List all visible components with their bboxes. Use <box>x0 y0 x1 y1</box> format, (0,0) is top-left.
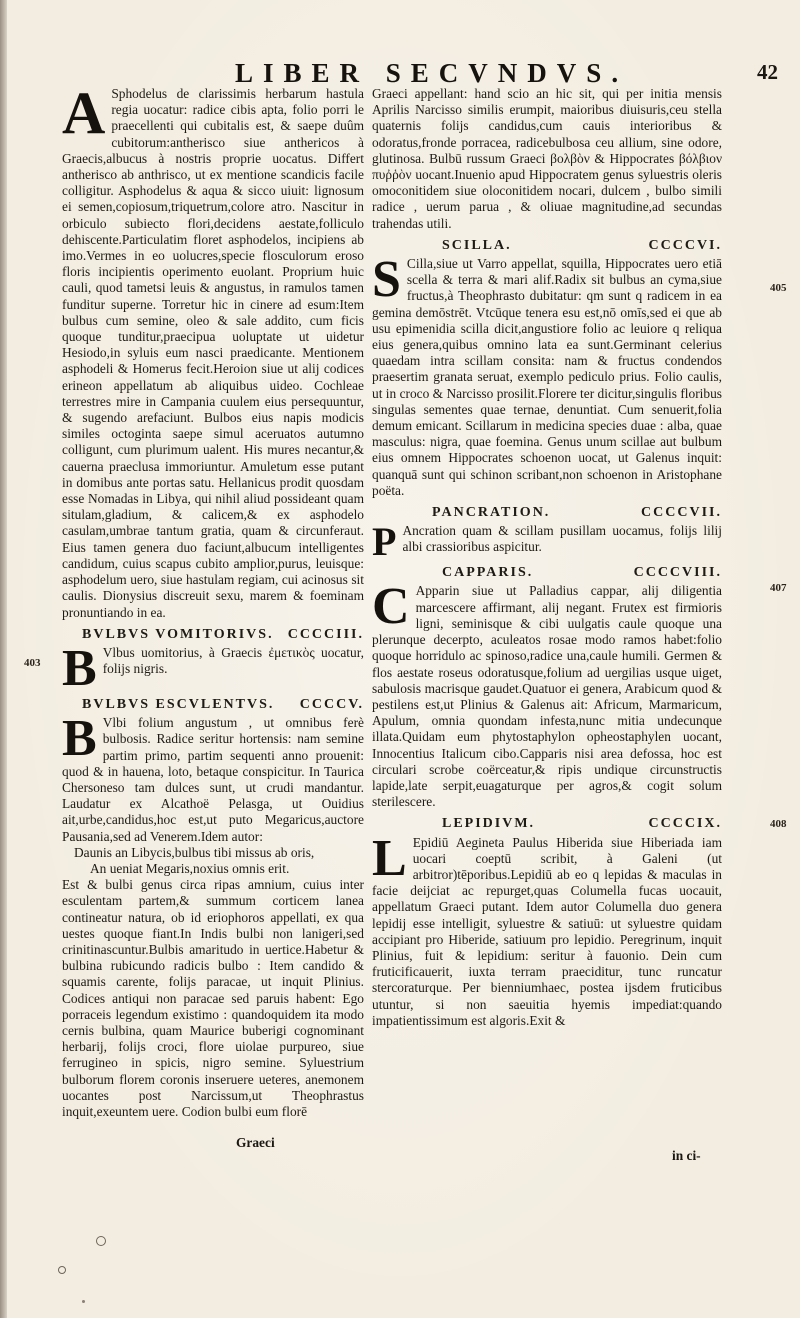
heading-lepidium <box>372 816 722 832</box>
left-column <box>62 80 364 1120</box>
dropcap-b: B <box>62 639 97 697</box>
page-header <box>60 58 780 88</box>
ink-speck <box>96 1236 106 1246</box>
verse-line: Daunis an Libycis,bulbus tibi missus ab oris, <box>74 844 315 860</box>
dropcap-s: S <box>372 251 401 309</box>
capparis-text: Apparin siue ut Palladius cappar, alij diligentia marcescere affirmant, alij negant. Frutex est firmioris ligni, seminisque & cibi uulgatis caule quoque una plerunque decerpto, aculeatos rosae modo ramos habet:folio quoque horridulo ac spinoso,radice una,caule humili. Germen & flos aestate roseus odoratusque,folium ad uergilias usque uiget, sabulosis macrisque gaudet.Quatuor ei genera, Arabicum quod & pestilens est,ut Plinius & Galenus ait: Africum, Marmaricum, Apulum, omnia quondam infesta,nunc mitia undecunque illata.Quidam eum phytostaphylon opheostaphylen uocant, Innocentius Italicum cibo.Capparis nisi area defossa, hoc est circulari scrobe coërceatur,& ripis undique circunstructis lapide,late serpit,euagaturque per agros,& cogit solum sterilescere. <box>372 583 722 810</box>
heading-bulbus-esculentus <box>62 697 364 713</box>
entry-bulbus-esculentus <box>62 710 364 845</box>
asphodelus-text: Sphodelus de clarissimis herbarum hastula regia uocatur: radice cibis apta, folio porri le praecellenti qui cubitalis est, & saepe duûm cubitorum:antherisco siue anthericos à Graecis,albucus à nostris proprie uocatus. Differt antherisco ab anthrisco, ut ex mentione scandicis facile colligitur. Asphodelus & aqua & sicco uiuit: lignosum ei semen,copiosum,triquetrum,colore atro. Nascitur in orbiculo subiecto flori,decidens aestate,folliculo dehiscente.Particulatim floret asphodelos, incipiens ab imo.Vermes in eo uolucres,specie flosculorum eroso floris incipientis operimento euolant. Proprium huic cauli, quod tametsi leuis & angustus, in ramulos tamen funditur superne. Torretur hic in cinere ad esum:Item bulbus cum semine, oleo & sale addito, cum ficis quoque tunditur,praecipua uoluptate ut uidetur Hesiodo,in syluis eum nasci praedicante. Mentionem asphodeli & Homerus fecit.Heroion siue ut alij codices erineon appellatum ab aliquibus uideo. Cochleae terrestres mire in Campania cuulem eius persequuntur, & sugendo arefaciunt. Bulbos eius napis modicis similes octoginta saepe simul aceruatos autumno colligunt, cum plurimum ualent. His mures necantur,& cauerna praeclusa immoriuntur. Amuletum esse putant in domibus ante portas satu. Hellanicus prodit quosdam esse Nomadas in Libya, qui nihil aliud possideant quam situlam,gladium, & calicem,& ex asphodelo casulam,umbrae tantum gratia, quam & circunferaut. Eius tamen genera duo faciunt,albucum intelligentes candidum, cuius scapus cubito amplior,purus, leuisque: asphodelum uero, siue hastulam regiam, cui acinosus sit caulis. Dionysius discreuit sexu, marem & foeminam pronuntiando in ea. <box>62 86 364 620</box>
bulbus-vomitorius-text: Vlbus uomitorius, à Graecis ἐμετικὸς uocatur, folijs nigris. <box>102 644 364 677</box>
heading-title: LEPIDIVM. <box>442 816 536 832</box>
entry-lepidium <box>372 829 722 1029</box>
heading-number: CCCCIII. <box>287 626 364 642</box>
entry-bulbus-vomitorius <box>62 639 364 697</box>
margin-number-405: 405 <box>770 282 787 294</box>
running-title: LIBER SECVNDVS. <box>235 58 629 88</box>
heading-capparis <box>372 565 722 581</box>
heading-title: PANCRATION. <box>432 505 551 521</box>
catchword-left: Graeci <box>236 1135 275 1150</box>
ink-speck <box>82 1300 85 1303</box>
heading-bulbus-vomitorius <box>62 627 364 643</box>
heading-title: BVLBVS VOMITORIVS. <box>82 626 274 642</box>
page-edge-shadow <box>0 0 7 1318</box>
verse-line: An ueniat Megaris,noxius omnis erit. <box>90 860 290 876</box>
entry-capparis <box>372 578 722 810</box>
scilla-text: Cilla,siue ut Varro appellat, squilla, Hippocrates uero etiā scella & terra & mari alif.Radix sit bulbus an cyma,siue fructus,à Theophrasto dubitatur: qm sunt q radicem in ea gemina demōstrēt. Vtcūque tenera esu est,nō omīs,sed ei que ab usu epimenidia scilla dicit,angustiore folio ac leuiore q reliqua eius genera,quibus omnino lata ea sunt.Germinant celerius quaedam intra scillam consita: nam & fructus condendos praesertim granata seruat, exemplo pediculo prius. Folio caulis, ut in croco & Narcisso prosilit.Florere ter dicitur,singulis floribus singulas sementes quae ternae, denuntiat. Cum senuerit,folia demum emicant. Scillarum in medicina species duae : alba, quae masculus: nigra, quae foemina. Genus unum scillae aut bulbum eius omnem Hippocrates schoenon uocat, ut Galenus inquit: quanquā sunt qui schinon scribant,non schoenon in Aristophane poëta. <box>372 256 722 498</box>
dropcap-c: C <box>372 578 410 636</box>
heading-title: CAPPARIS. <box>442 565 534 581</box>
margin-number-403: 403 <box>24 657 41 669</box>
pancration-text: Ancration quam & scillam pusillam uocamus, folijs lilij albi crassioribus aspicitur. <box>402 523 722 555</box>
heading-number: CCCCIX. <box>648 816 722 832</box>
entry-asphodelus <box>62 80 364 621</box>
bulbus-esculentus-continued: Est & bulbi genus circa ripas amnium, cuius inter esculentam partem,& summum corticem lanea contineatur natura, ob id eriophoros appellati, ex qua uestes quoque fiant.In Indis bulbi non lanigeri,sed crinitinascuntur.Bulbis amaritudo in uertice.Habetur & bulbina rubicundo radicis bulbo : Item candido & squamis carente, folijs paracae, ut inquit Plinius. Codices antiqui non paracae sed paruis habent: Ego porraceis legendum existimo : quandoquidem ita modo cernis bulbina, quam Maurice buberigi cognominant herbarij, folijs croci, flore uiolae purpureo, siue ferrugineo in spicis, nigro semine. Syluestrium bulborum florem coronis inseruere ueteres, anemonem uocantes post Narcissum,ut Theophrastus inquit,exeuntem uere. Codion bulbi eum florē <box>62 877 364 1119</box>
heading-title: SCILLA. <box>442 237 512 253</box>
margin-number-407: 407 <box>770 582 787 594</box>
heading-title: BVLBVS ESCVLENTVS. <box>82 696 275 712</box>
heading-number: CCCCVII. <box>641 505 722 521</box>
entry-pancration <box>372 519 722 565</box>
heading-pancration <box>372 505 722 521</box>
dropcap-a: A <box>62 80 106 146</box>
heading-number: CCCCVI. <box>648 237 722 253</box>
catchword-right: in ci- <box>672 1148 701 1163</box>
folio-number: 42 <box>757 60 778 84</box>
ink-speck <box>58 1266 66 1274</box>
right-top-text: Graeci appellant: hand scio an hic sit, qui per initia mensis Aprilis Narcisso similis erumpit, maioribus diuisuris,ceu stella quaternis folijs candidus,cum cauis interioribus & odoratus,fronde porracea, radicebulbosa ceu allium, sine odore, glutinosa. Bulbū russum Graeci βολβὸν & Hippocrates βόλβιον πυῤῥὸν uocant.Inuenio apud Hippocratem genus syluestris oleris omoconitidem siue oloconitidem nocari, dulcem , bulbo simili radice , uerum parua , & oliuae magnitudine,ad secundas trahendas utili. <box>372 86 722 231</box>
heading-scilla <box>372 238 722 254</box>
heading-number: CCCCV. <box>299 696 364 712</box>
dropcap-p: P <box>372 519 397 565</box>
dropcap-l: L <box>372 829 407 887</box>
dropcap-b: B <box>62 710 97 768</box>
heading-number: CCCCVIII. <box>633 565 722 581</box>
lepidium-text: Epidiū Aegineta Paulus Hiberida siue Hiberiada iam uocari coeptū scribit, à Galeni (ut arbitror)tēporibus.Lepidiū ab eo q lepidas & maculas in facie deijciat ac repurget,quas Columella fucas uocauit, appellatum Graeci putant. Idem autor Columella duo genera lepidij esse intelligit, syluestre & satiuū: ut syluestre quidam accipiant pro Hiberide, satiuum pro lepidio. Peregrinum, inquit Plinius, fuit & lepidium: seritur à fauonio. Dein cum fruticificauerit, iuxta terram praeciditur, tunc runcatur stercoraturque. Per bienniumhaec, postea ijsdem fruticibus utuntur, si non saeuitia hyemis impediat:quando impatientissimum est algoris.Exit & <box>372 834 722 1028</box>
bulbus-esculentus-text: Vlbi folium angustum , ut omnibus ferè bulbosis. Radice seritur hortensis: nam semine partim primo, partim sequenti anno prouenit: quod & in hauena, loto, betaque conspicitur. In Taurica Chersoneso tam dulces sunt, ut crudi mandantur. Laudatur ex Alcathoë Pelasga, ut Ouidius ait,urbe,candidus,hoc est,ut puto Megaricus,auctore Pausania,sed ad Venerem.Idem autor: <box>62 715 364 844</box>
margin-number-408: 408 <box>770 818 787 830</box>
right-column <box>372 86 722 1029</box>
entry-scilla <box>372 251 722 499</box>
